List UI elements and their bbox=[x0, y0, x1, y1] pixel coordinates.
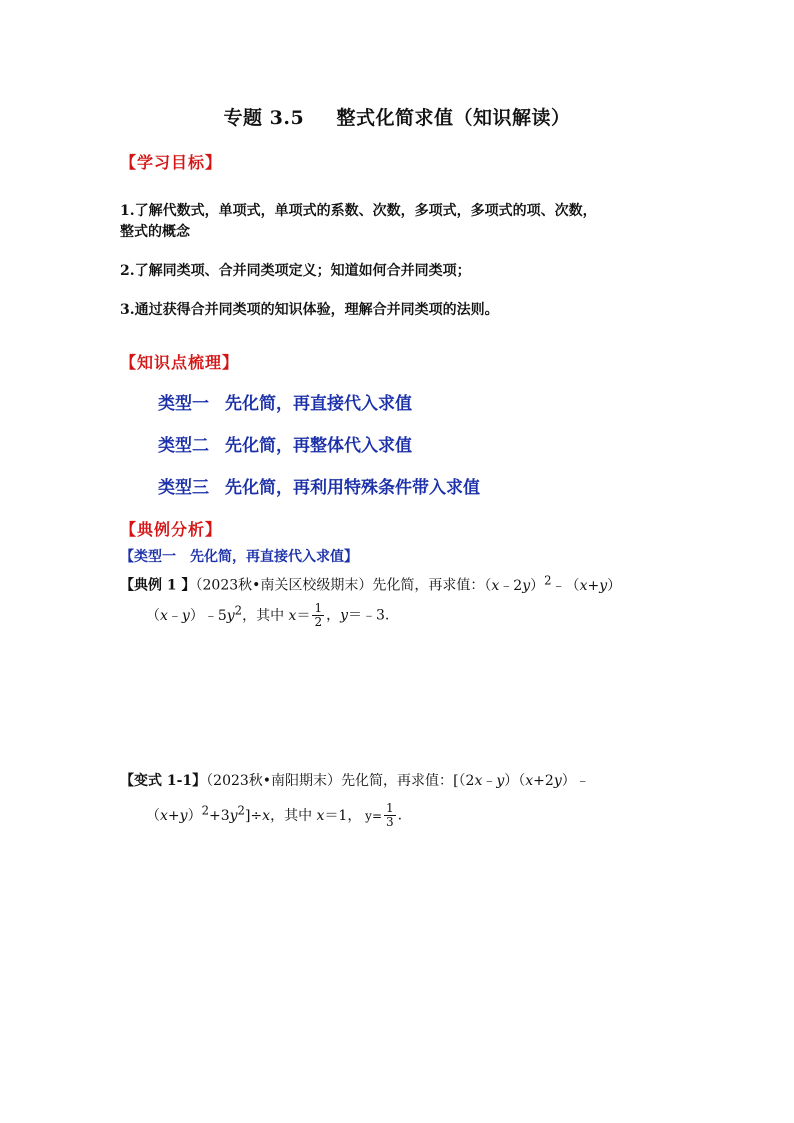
type-name: 类型一 bbox=[158, 394, 209, 414]
title-text: 整式化简求值（知识解读） bbox=[336, 107, 571, 129]
knowledge-heading: 【知识点梳理】 bbox=[120, 353, 240, 372]
variant1-label: 【变式 1-1】 bbox=[120, 773, 207, 789]
type-line-2 bbox=[158, 431, 412, 456]
variant1-prompt: 先化简，再求值： bbox=[341, 773, 454, 789]
example1-line2 bbox=[146, 602, 389, 629]
objective-item-1-cont: 整式的概念 bbox=[120, 224, 190, 240]
objective-item-1: 1.了解代数式，单项式，单项式的系数、次数，多项式，多项式的项、次数， bbox=[120, 203, 597, 219]
example1-expression-part1: （x﹣2y）$^2$﹣（x+y） bbox=[484, 573, 622, 594]
page-title bbox=[0, 103, 794, 130]
example1-expression-part2: $(x﹣y)﹣5y^2$，其中 x＝ bbox=[146, 602, 311, 624]
type-desc: 先化简，再利用特殊条件带入求值 bbox=[225, 478, 480, 498]
type-line-1 bbox=[158, 389, 412, 414]
type-name: 类型二 bbox=[158, 436, 209, 456]
objectives-heading: 【学习目标】 bbox=[120, 153, 223, 172]
example1-line1 bbox=[120, 573, 621, 595]
objective-item-3: 3.通过获得合并同类项的知识体验，理解合并同类项的法则。 bbox=[120, 302, 499, 318]
variant1-expression-part2: $(x+y)^2+3y^2]\div x$，其中 x＝1， y= bbox=[146, 802, 383, 824]
examples-subheading: 【类型一 先化简，再直接代入求值】 bbox=[120, 549, 358, 565]
type-name: 类型三 bbox=[158, 478, 209, 498]
example1-fraction: $\frac{1}{2}$ bbox=[314, 601, 323, 629]
title-code: 专题 3.5 bbox=[223, 107, 305, 129]
type-desc: 先化简，再直接代入求值 bbox=[225, 394, 412, 414]
examples-heading: 【典例分析】 bbox=[120, 520, 223, 539]
example1-expression-part3: ，y＝﹣3. bbox=[326, 607, 390, 624]
type-line-3 bbox=[158, 473, 480, 498]
type-desc: 先化简，再整体代入求值 bbox=[225, 436, 412, 456]
example1-source: （2023秋•南关区校级期末） bbox=[195, 577, 373, 594]
objective-item-2: 2.了解同类项、合并同类项定义；知道如何合并同类项； bbox=[120, 263, 471, 279]
example1-label: 【典例 1 】 bbox=[120, 577, 196, 594]
variant1-fraction: $\frac{1}{3}$ bbox=[386, 801, 394, 829]
variant1-line2: $(x+y)^2+3y^2]\div x$，其中 x＝1， y= $\frac{1}{3}$ . bbox=[146, 801, 403, 829]
example1-prompt: 先化简，再求值： bbox=[372, 577, 485, 594]
variant1-line1 bbox=[120, 770, 590, 790]
variant1-expression-part1: [（2x﹣y）（x+2y）﹣ bbox=[453, 773, 590, 789]
variant1-source: （2023秋•南阳期末） bbox=[206, 773, 342, 789]
